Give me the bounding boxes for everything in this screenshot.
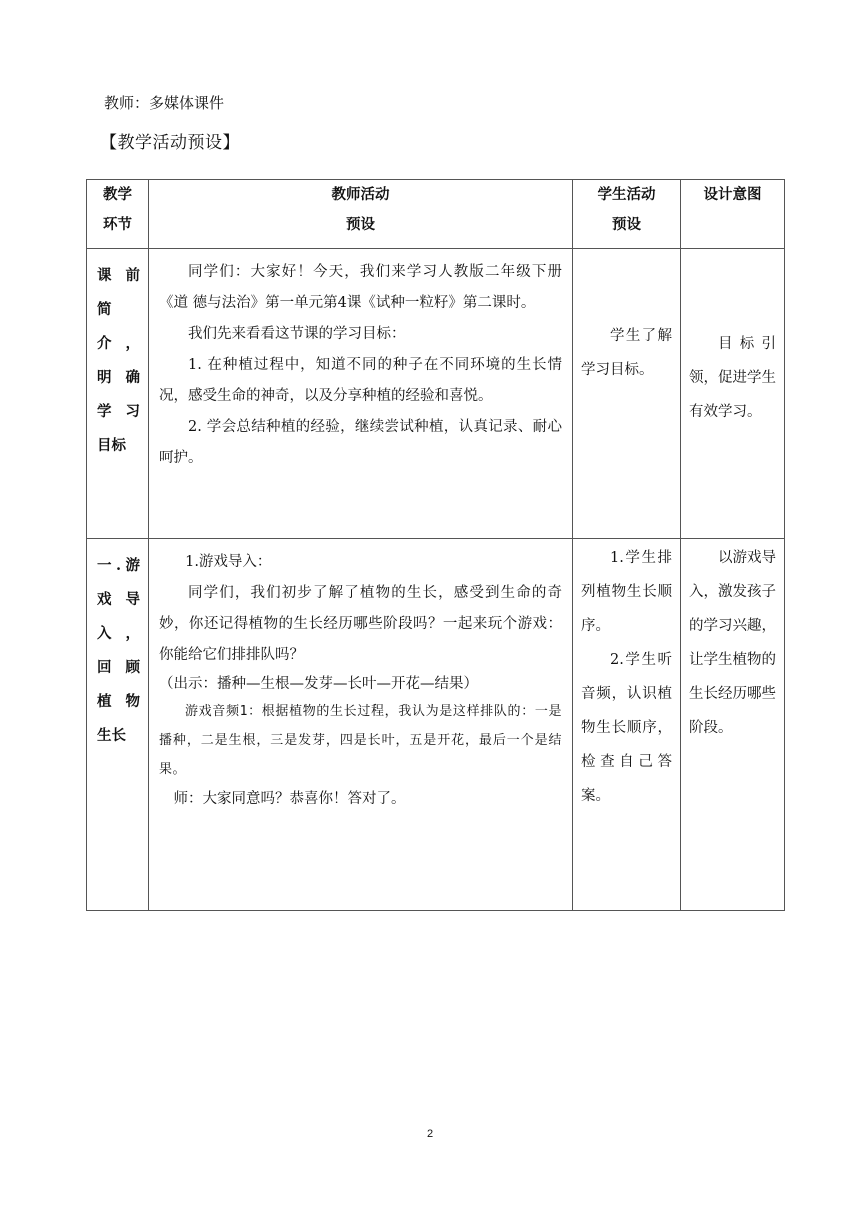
design-intent-cell (681, 249, 785, 539)
student-paragraph: 学生了解学习目标。 (581, 328, 672, 378)
header-teacher-activity: 教师活动 预设 (149, 180, 573, 249)
teacher-paragraph: 游戏音频1：根据植物的生长过程，我认为是这样排队的：一是播种，二是生根，三是发芽，四是长叶，五是开花，最后一个是结果。 (159, 704, 562, 777)
teacher-paragraph: 师：大家同意吗？恭喜你！答对了。 (173, 791, 406, 807)
page-number: 2 (426, 1128, 434, 1140)
teacher-paragraph: 1.游戏导入： (185, 554, 272, 570)
student-activity-cell (573, 249, 681, 539)
student-paragraph: 1.学生排列植物生长顺序。 (581, 550, 672, 634)
table-row (87, 539, 785, 911)
student-paragraph: 2.学生听音频，认识植物生长顺序，检查自己答案。 (581, 652, 672, 804)
design-intent-cell (681, 539, 785, 911)
header-student-activity: 学生活动 预设 (573, 180, 681, 249)
design-paragraph: 以游戏导入，激发孩子的学习兴趣，让学生植物的生长经历哪些阶段。 (689, 550, 776, 736)
teacher-activity-cell (149, 539, 573, 911)
teacher-activity-cell (149, 249, 573, 539)
teacher-paragraph: （出示：播种—生根—发芽—长叶—开花—结果） (159, 676, 478, 692)
stage-cell: 一.游戏导入，回顾植物生长 (87, 539, 149, 911)
teacher-paragraph: 我们先来看看这节课的学习目标： (188, 326, 406, 342)
teacher-paragraph: 同学们，我们初步了解了植物的生长，感受到生命的奇妙，你还记得植物的生长经历哪些阶段吗？一起来玩个游戏：你能给它们排排队吗？ (159, 585, 562, 663)
table-row (87, 249, 785, 539)
table-header-row (87, 180, 785, 249)
section-heading: 【教学活动预设】 (100, 133, 240, 153)
stage-cell: 课前简介，明确学习目标 (87, 249, 149, 539)
teacher-materials-line: 教师：多媒体课件 (104, 94, 225, 112)
design-paragraph: 目标引领，促进学生有效学习。 (689, 336, 776, 420)
teacher-paragraph: 1. 在种植过程中，知道不同的种子在不同环境的生长情况，感受生命的神奇，以及分享种植的经验和喜悦。 (159, 357, 562, 404)
header-stage: 教学 环节 (87, 180, 149, 249)
header-design-intent: 设计意图 (681, 180, 785, 249)
teacher-paragraph: 2. 学会总结种植的经验，继续尝试种植，认真记录、耐心呵护。 (159, 419, 562, 466)
teacher-paragraph: 同学们：大家好！今天，我们来学习人教版二年级下册《道 德与法治》第一单元第4课《试种一粒籽》第二课时。 (159, 264, 562, 311)
lesson-plan-table (86, 179, 785, 911)
student-activity-cell (573, 539, 681, 911)
